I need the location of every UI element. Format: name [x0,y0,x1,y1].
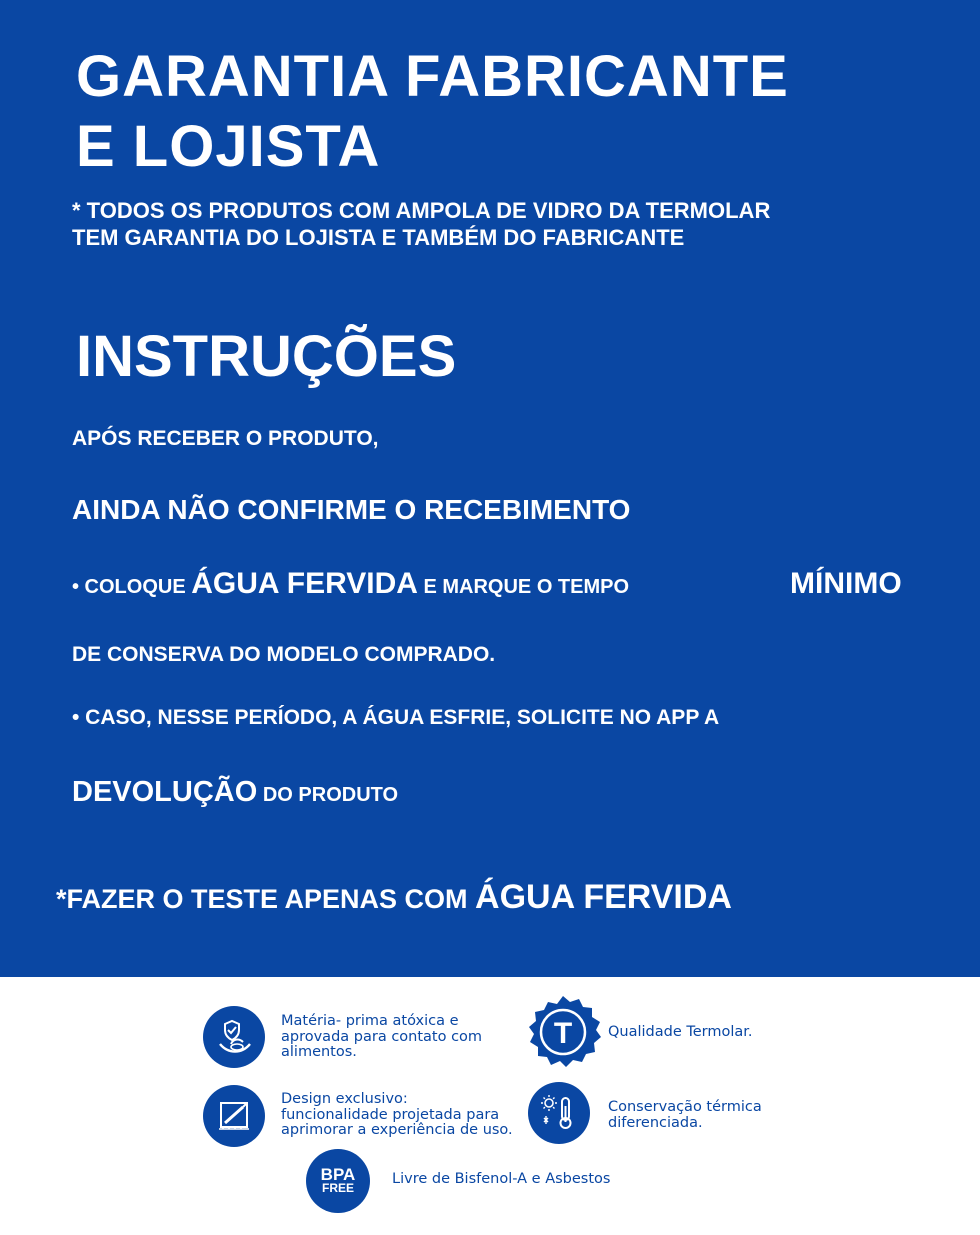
final-note-emphasis: ÁGUA FERVIDA [475,878,732,916]
feature-design-line-1: Design exclusivo: [281,1091,408,1107]
warranty-note-line-2: TEM GARANTIA DO LOJISTA E TAMBÉM DO FABRICANTE [72,225,685,250]
instruction-line-1: APÓS RECEBER O PRODUTO, [72,427,379,450]
instruction-line-4: DE CONSERVA DO MODELO COMPRADO. [72,643,496,666]
thermometer-icon [528,1082,590,1144]
instruction-line-6-rest: DO PRODUTO [257,784,399,806]
title-line-1: GARANTIA FABRICANTE [76,44,789,109]
feature-food-safe-text [281,1014,482,1061]
bpa-label-line-1: BPA [320,1165,356,1185]
instruction-line-6-emphasis: DEVOLUÇÃO [72,776,258,808]
feature-thermal-line-2: diferenciada. [608,1114,703,1131]
instruction-line-5: • CASO, NESSE PERÍODO, A ÁGUA ESFRIE, SOLICITE NO APP A [72,706,720,729]
feature-thermal-line-1: Conservação térmica [608,1099,762,1115]
food-safe-icon [203,1006,265,1068]
feature-design-text [281,1092,513,1139]
feature-food-safe-line-1: Matéria- prima atóxica e [281,1013,459,1029]
seal-letter: T [553,1017,573,1050]
final-note-text: *FAZER O TESTE APENAS COM [56,884,476,914]
instruction-line-2: AINDA NÃO CONFIRME O RECEBIMENTO [72,494,631,525]
feature-bpa-text: Livre de Bisfenol-A e Asbestos [392,1171,611,1187]
instruction-line-3-emphasis: ÁGUA FERVIDA [191,567,418,600]
warranty-note-line-1: * TODOS OS PRODUTOS COM AMPOLA DE VIDRO DA TERMOLAR [72,198,771,223]
instruction-line-3 [72,567,629,601]
bpa-free-label [321,1167,356,1195]
instruction-line-3-minimo: MÍNIMO [790,567,902,600]
feature-food-safe-line-2: aprovada para contato com [281,1028,483,1045]
bpa-free-icon [306,1149,370,1213]
feature-design-line-3: aprimorar a experiência de uso. [281,1122,513,1139]
feature-design-line-2: funcionalidade projetada para [281,1106,500,1123]
design-tools-icon [203,1085,265,1147]
bpa-label-line-2: FREE [321,1181,354,1196]
feature-thermal-text [608,1100,762,1131]
instruction-line-6 [72,776,398,809]
features-footer [0,977,980,1235]
quality-seal-icon [523,994,603,1074]
feature-food-safe-line-3: alimentos. [281,1044,357,1061]
instruction-line-3-a: • COLOQUE [72,576,192,598]
title-line-2: E LOJISTA [76,114,381,179]
feature-quality-text: Qualidade Termolar. [608,1024,753,1040]
final-note [56,878,732,917]
instructions-heading: INSTRUÇÕES [76,324,457,389]
instruction-line-3-c: E MARQUE O TEMPO [417,576,630,598]
